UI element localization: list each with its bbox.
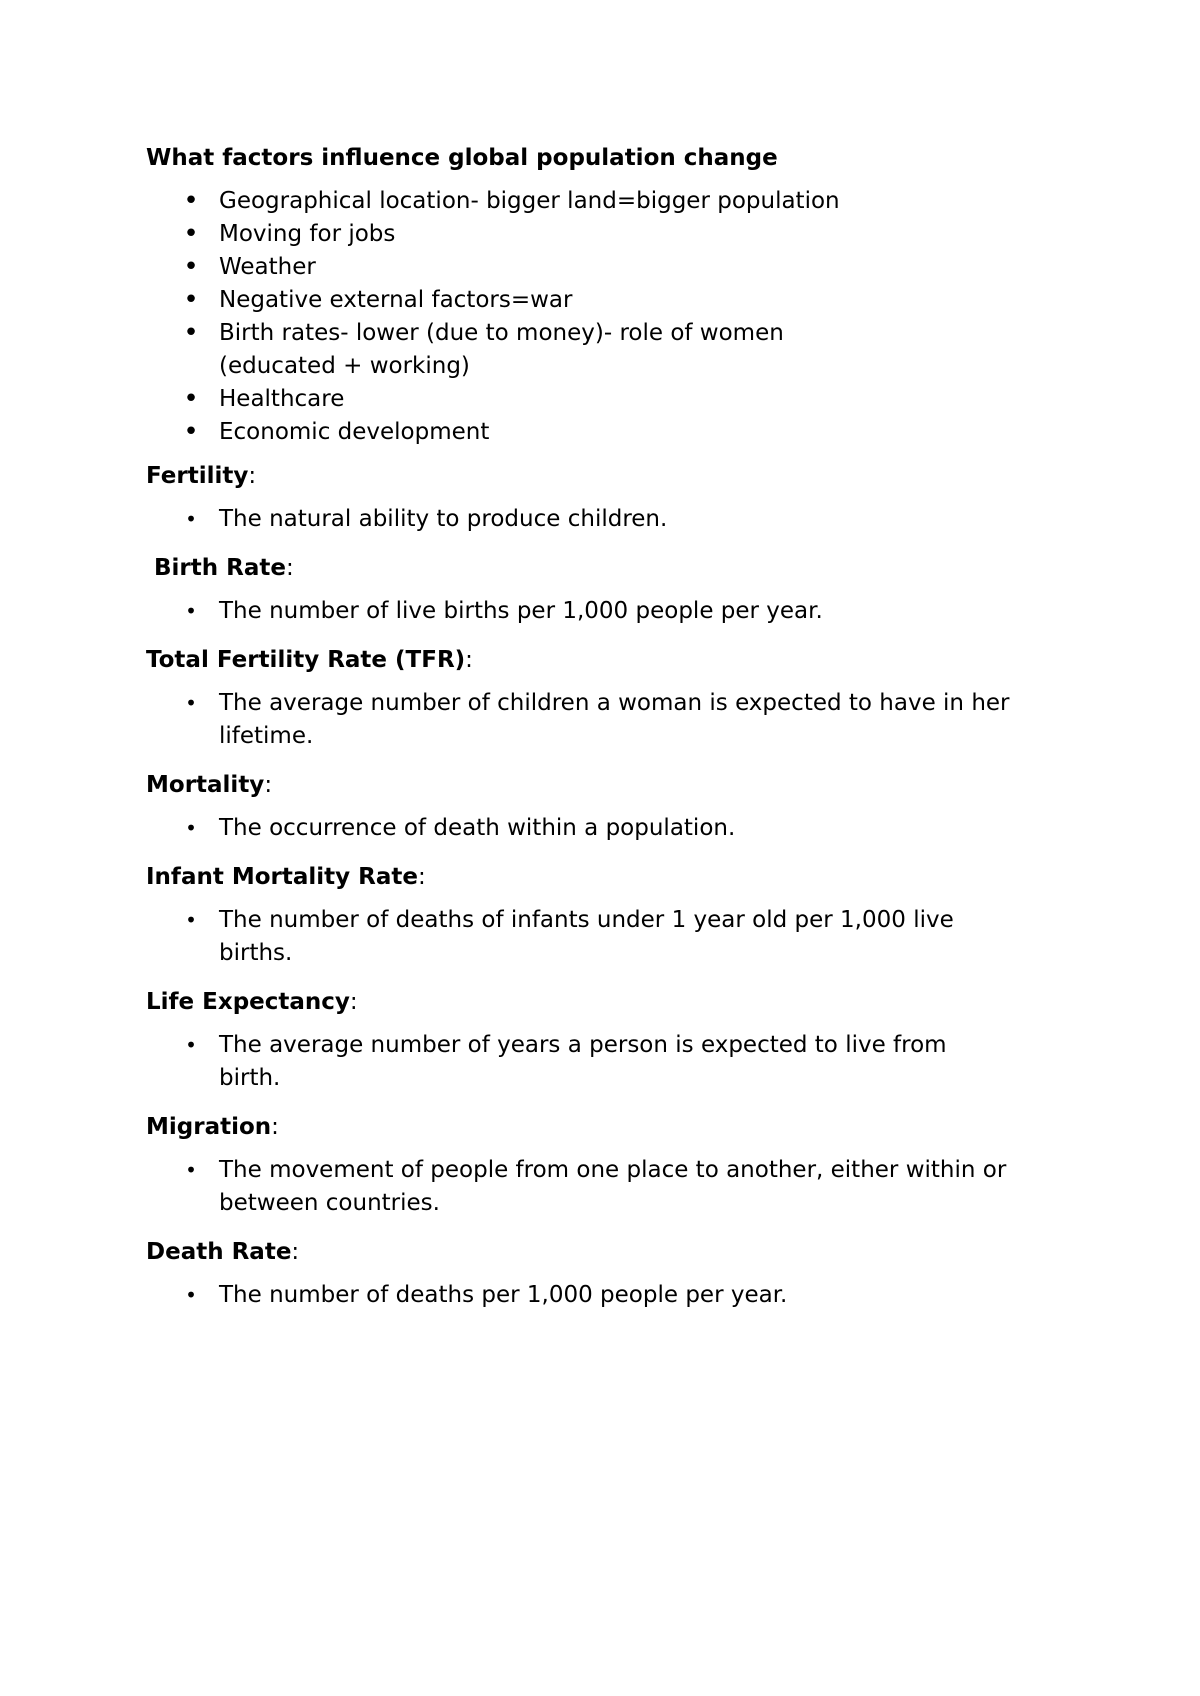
term-heading-total-fertility-rate: Total Fertility Rate (TFR): <box>146 647 473 673</box>
list-item: • Birth rates- lower (due to money)- role of women (educated + working) <box>146 317 1066 383</box>
bullet-icon: • <box>185 908 197 932</box>
bullet-icon: • <box>183 384 199 414</box>
definition-item: • The average number of children a woman is expected to have in her lifetime. <box>146 687 1066 753</box>
definition-item: • The occurrence of death within a population. <box>146 812 1066 845</box>
definition-list <box>146 1029 1066 1095</box>
definition-list <box>146 904 1066 970</box>
bullet-icon: • <box>183 252 199 282</box>
term-heading-death-rate: Death Rate: <box>146 1239 300 1265</box>
definition-list <box>146 1154 1066 1220</box>
definition-item: • The natural ability to produce children. <box>146 503 1066 536</box>
bullet-icon: • <box>185 507 197 531</box>
bullet-icon: • <box>183 318 199 348</box>
bullet-icon: • <box>185 1158 197 1182</box>
definition-list <box>146 595 1066 628</box>
term-heading-infant-mortality-rate: Infant Mortality Rate: <box>146 864 426 890</box>
definition-list <box>146 687 1066 753</box>
list-item: • Moving for jobs <box>146 218 1066 251</box>
list-item: • Economic development <box>146 416 1066 449</box>
bullet-icon: • <box>185 1283 197 1307</box>
term-heading-birth-rate: Birth Rate: <box>154 555 294 581</box>
definition-list <box>146 1279 1066 1312</box>
definition-item: • The number of deaths of infants under 1 year old per 1,000 live births. <box>146 904 1066 970</box>
definition-item: • The number of deaths per 1,000 people per year. <box>146 1279 1066 1312</box>
bullet-icon: • <box>185 816 197 840</box>
definition-item: • The number of live births per 1,000 people per year. <box>146 595 1066 628</box>
document-content <box>146 142 1066 1328</box>
list-item: • Geographical location- bigger land=bigger population <box>146 185 1066 218</box>
bullet-icon: • <box>185 1033 197 1057</box>
term-heading-life-expectancy: Life Expectancy: <box>146 989 358 1015</box>
term-heading-fertility: Fertility: <box>146 463 257 489</box>
definition-list <box>146 503 1066 536</box>
document-title: What factors influence global population change <box>146 145 778 171</box>
bullet-icon: • <box>183 417 199 447</box>
factors-list <box>146 185 1066 449</box>
definition-item: • The average number of years a person is expected to live from birth. <box>146 1029 1066 1095</box>
definition-list <box>146 812 1066 845</box>
bullet-icon: • <box>183 219 199 249</box>
bullet-icon: • <box>183 285 199 315</box>
list-item: • Negative external factors=war <box>146 284 1066 317</box>
bullet-icon: • <box>183 186 199 216</box>
list-item: • Weather <box>146 251 1066 284</box>
bullet-icon: • <box>185 599 197 623</box>
term-heading-mortality: Mortality: <box>146 772 273 798</box>
term-heading-migration: Migration: <box>146 1114 279 1140</box>
list-item: • Healthcare <box>146 383 1066 416</box>
definition-item: • The movement of people from one place to another, either within or between countries. <box>146 1154 1066 1220</box>
bullet-icon: • <box>185 691 197 715</box>
